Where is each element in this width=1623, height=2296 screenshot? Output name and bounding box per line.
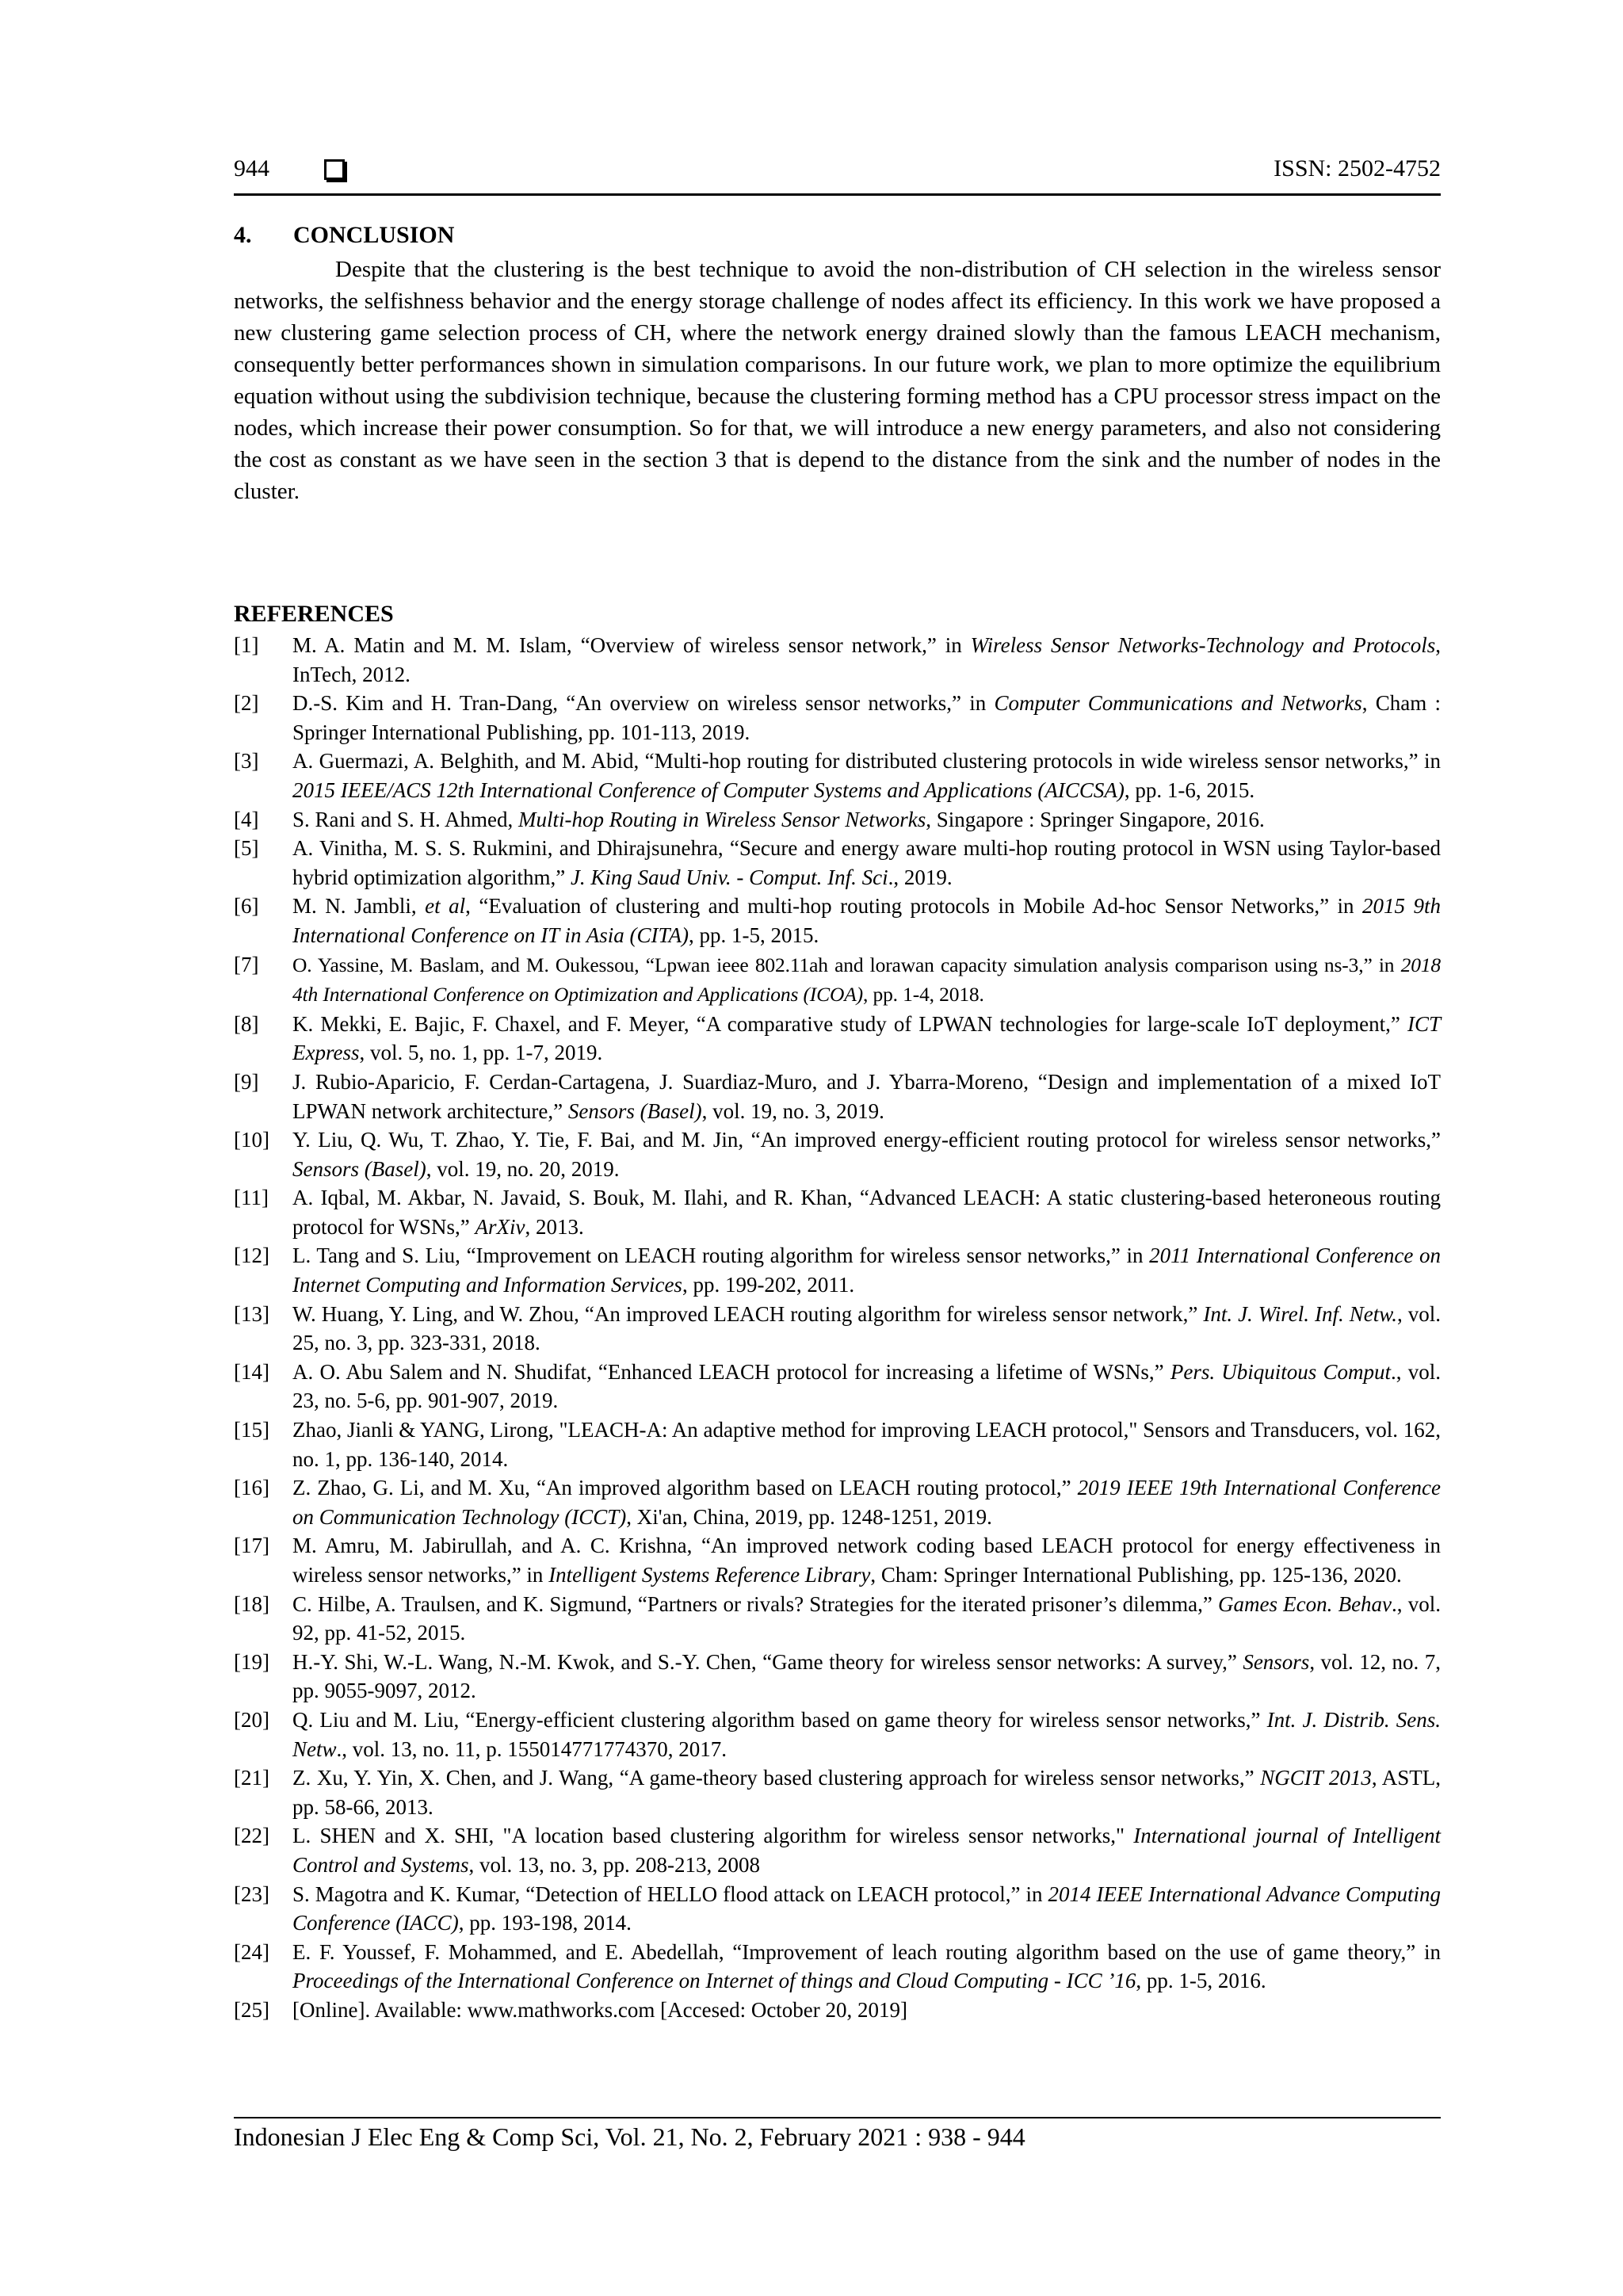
reference-authors-title: A. Vinitha, M. S. S. Rukmini, and Dhirajsunehra, “Secure and energy aware multi-hop routing protocol in WSN using Taylor-based hybrid optimization algorithm,” [292,836,1441,889]
reference-venue: 2018 4th International Conference on Optimization and Applications (ICOA) [292,953,1441,1007]
reference-authors-title: K. Mekki, E. Bajic, F. Chaxel, and F. Meyer, “A comparative study of LPWAN technologies for large-scale IoT deployment,” [292,1011,1407,1036]
reference-authors-title: C. Hilbe, A. Traulsen, and K. Sigmund, “Partners or rivals? Strategies for the iterated prisoner’s dilemma,” [292,1591,1218,1616]
reference-venue: Intelligent Systems Reference Library [548,1563,871,1587]
reference-item [234,834,1441,892]
reference-item [234,950,1441,1010]
reference-item [234,1880,1441,1938]
reference-venue: International journal of Intelligent Control and Systems [292,1824,1441,1877]
reference-authors-title: O. Yassine, M. Baslam, and M. Oukessou, “Lpwan ieee 802.11ah and lorawan capacity simulation analysis comparison using ns-3,” in [292,953,1401,976]
reference-authors-title: J. Rubio-Aparicio, F. Cerdan-Cartagena, J. Suardiaz-Muro, and J. Ybarra-Moreno, “Design and implementation of a mixed IoT LPWAN network architecture,” [292,1069,1441,1123]
reference-details: , InTech, 2012. [292,633,1442,686]
reference-details: , pp. 1-4, 2018. [863,983,984,1007]
reference-venue: 2015 9th International Conference on IT in Asia (CITA) [292,894,1441,947]
reference-authors-title: E. F. Youssef, F. Mohammed, and E. Abedellah, “Improvement of leach routing algorithm based on the use of game theory,” in [292,1939,1441,1964]
page-header [234,155,1441,184]
reference-details: , pp. 193-198, 2014. [458,1911,632,1935]
reference-text [292,1186,1441,1239]
reference-venue: Computer Communications and Networks [994,691,1362,716]
reference-text [292,1940,1441,1993]
reference-text [292,749,1441,802]
reference-text [292,1766,1441,1819]
reference-text [292,808,1265,831]
reference-item [234,689,1441,747]
reference-venue: 2011 International Conference on Internet Computing and Information Services [292,1244,1442,1297]
reference-text [292,1012,1441,1065]
reference-number: [5] [234,836,259,861]
reference-authors-title: A. O. Abu Salem and N. Shudifat, “Enhanced LEACH protocol for increasing a lifetime of WSNs,” [292,1359,1170,1384]
reference-item [234,1938,1441,1996]
reference-authors-title: [Online]. Available: www.mathworks.com [Accesed: October 20, 2019] [292,1997,908,2022]
reference-authors-title: M. A. Matin and M. M. Islam, “Overview of wireless sensor network,” in [292,633,971,657]
reference-item [234,1241,1441,1299]
reference-venue: Games Econ. Behav [1218,1591,1392,1616]
reference-details: , Singapore : Springer Singapore, 2016. [926,807,1265,831]
reference-details: , pp. 1-5, 2015. [688,923,819,947]
reference-text [292,836,1441,889]
reference-details: , pp. 1-6, 2015. [1124,777,1255,802]
reference-authors-title: Z. Xu, Y. Yin, X. Chen, and J. Wang, “A game-theory based clustering approach for wireless sensor networks,” [292,1766,1261,1790]
reference-number: [7] [234,952,259,976]
reference-number: [25] [234,1997,269,2022]
reference-venue: ICT Express [292,1011,1441,1065]
reference-details: , vol. 13, no. 3, pp. 208-213, 2008 [468,1852,760,1877]
reference-text [292,1476,1441,1529]
reference-venue: Pers. Ubiquitous Comput [1170,1359,1392,1384]
reference-venue: 2019 IEEE 19th International Conference on Communication Technology (ICCT) [292,1476,1441,1529]
reference-number: [14] [234,1359,269,1384]
reference-authors-title: L. Tang and S. Liu, “Improvement on LEACH routing algorithm for wireless sensor networks,” in [292,1244,1150,1268]
reference-authors-title: M. Amru, M. Jabirullah, and A. C. Krishna, “An improved network coding based LEACH protocol for energy effectiveness in wireless sensor networks,” in [292,1534,1441,1587]
reference-text [292,1592,1441,1645]
reference-text [292,691,1441,744]
reference-venue: et al [425,894,466,919]
page-number: 944 [234,155,269,181]
reference-details: , vol. 19, no. 3, 2019. [701,1098,884,1123]
reference-item [234,892,1441,949]
reference-text [292,1360,1441,1413]
reference-item [234,1183,1441,1241]
reference-venue: Int. J. Wirel. Inf. Netw. [1203,1301,1397,1326]
reference-number: [1] [234,633,259,657]
reference-number: [12] [234,1244,269,1268]
reference-details: , “Evaluation of clustering and multi-hop routing protocols in Mobile Ad-hoc Sensor Networks,” in [465,894,1362,919]
reference-number: [3] [234,749,259,774]
reference-number: [15] [234,1418,269,1442]
reference-item [234,1415,1441,1473]
reference-item [234,1473,1441,1531]
header-rule [234,193,1441,196]
reference-text [292,1882,1441,1935]
reference-details: , ASTL, pp. 58-66, 2013. [292,1766,1441,1819]
reference-venue: Sensors (Basel) [567,1098,702,1123]
reference-details: , vol. 5, no. 1, pp. 1-7, 2019. [359,1041,603,1065]
reference-text [292,1708,1441,1761]
reference-number: [8] [234,1011,259,1036]
reference-item [234,1358,1441,1415]
reference-item [234,1125,1441,1183]
reference-number: [6] [234,894,259,919]
page-footer: Indonesian J Elec Eng & Comp Sci, Vol. 21, No. 2, February 2021 : 938 - 944 [234,2122,1025,2151]
section-title-text: CONCLUSION [293,222,455,248]
checkbox-square-icon [324,159,345,180]
reference-authors-title: S. Rani and S. H. Ahmed, [292,807,519,831]
reference-item [234,1648,1441,1706]
reference-item [234,1531,1441,1589]
reference-details: ., vol. 13, no. 11, p. 155014771774370, 2017. [336,1736,727,1761]
reference-venue: J. King Saud Univ. - Comput. Inf. Sci [570,865,888,889]
section-number: 4. [234,222,252,248]
reference-authors-title: Zhao, Jianli & YANG, Lirong, "LEACH-A: An adaptive method for improving LEACH protocol," Sensors and Transducers, vol. 162, no. 1, pp. 136-140, 2014. [292,1418,1441,1471]
reference-authors-title: Z. Zhao, G. Li, and M. Xu, “An improved algorithm based on LEACH routing protocol,” [292,1476,1078,1500]
reference-number: [23] [234,1881,269,1906]
section-heading [234,222,454,249]
reference-details: ., 2019. [888,865,953,889]
reference-authors-title: A. Guermazi, A. Belghith, and M. Abid, “Multi-hop routing for distributed clustering protocols in wide wireless sensor networks,” in [292,749,1441,774]
reference-details: , Cham: Springer International Publishing, pp. 125-136, 2020. [870,1563,1402,1587]
reference-text [292,1418,1441,1471]
reference-venue: Multi-hop Routing in Wireless Sensor Networks [518,807,926,831]
reference-venue: Wireless Sensor Networks-Technology and Protocols [970,633,1436,657]
reference-text [292,953,1441,1007]
reference-text [292,894,1441,947]
reference-text [292,1128,1441,1181]
reference-item [234,1300,1441,1358]
reference-venue: Sensors [1243,1649,1310,1674]
reference-number: [11] [234,1186,269,1210]
reference-number: [17] [234,1534,269,1558]
reference-number: [20] [234,1707,269,1732]
reference-authors-title: H.-Y. Shi, W.-L. Wang, N.-M. Kwok, and S.-Y. Chen, “Game theory for wireless sensor networks: A survey,” [292,1649,1243,1674]
reference-authors-title: W. Huang, Y. Ling, and W. Zhou, “An improved LEACH routing algorithm for wireless sensor network,” [292,1301,1204,1326]
reference-details: ., vol. 23, no. 5-6, pp. 901-907, 2019. [292,1359,1441,1413]
reference-authors-title: D.-S. Kim and H. Tran-Dang, “An overview on wireless sensor networks,” in [292,691,995,716]
reference-text [292,1534,1441,1587]
reference-authors-title: Q. Liu and M. Liu, “Energy-efficient clustering algorithm based on game theory for wireless sensor networks,” [292,1707,1267,1732]
reference-item [234,747,1441,804]
reference-number: [22] [234,1824,269,1848]
reference-venue: Int. J. Distrib. Sens. Netw [292,1707,1441,1761]
reference-text [292,1824,1441,1877]
reference-details: , Cham : Springer International Publishing, pp. 101-113, 2019. [292,691,1441,744]
reference-venue: 2015 IEEE/ACS 12th International Conference of Computer Systems and Applications (AICCSA) [292,777,1125,802]
reference-item [234,1763,1441,1821]
footer-rule [234,2117,1441,2118]
reference-venue: 2014 IEEE International Advance Computing Conference (IACC) [292,1881,1441,1935]
reference-text [292,1244,1441,1297]
reference-number: [10] [234,1128,269,1152]
reference-text [292,1998,907,2022]
issn-label: ISSN: 2502-4752 [1274,155,1441,181]
references-heading: REFERENCES [234,601,394,627]
reference-venue: Proceedings of the International Conference on Internet of things and Cloud Computing - ICC ’16 [292,1969,1136,1993]
reference-item [234,1590,1441,1648]
reference-item [234,1996,1441,2025]
reference-number: [4] [234,807,259,831]
reference-details: , pp. 1-5, 2016. [1136,1969,1266,1993]
reference-number: [16] [234,1476,269,1500]
reference-text [292,1650,1441,1703]
reference-number: [21] [234,1766,269,1790]
reference-details: , vol. 25, no. 3, pp. 323-331, 2018. [292,1301,1441,1355]
reference-venue: ArXiv [475,1214,525,1239]
reference-authors-title: A. Iqbal, M. Akbar, N. Javaid, S. Bouk, M. Ilahi, and R. Khan, “Advanced LEACH: A static clustering-based heteroneous routing protocol for WSNs,” [292,1186,1441,1239]
reference-number: [2] [234,691,259,716]
reference-item [234,1068,1441,1125]
reference-details: , vol. 12, no. 7, pp. 9055-9097, 2012. [292,1649,1441,1703]
reference-venue: NGCIT 2013 [1260,1766,1372,1790]
reference-details: , vol. 19, no. 20, 2019. [426,1156,620,1181]
reference-authors-title: M. N. Jambli, [292,894,426,919]
reference-number: [18] [234,1591,269,1616]
reference-details: , Xi'an, China, 2019, pp. 1248-1251, 2019. [626,1504,992,1529]
reference-venue: Sensors (Basel) [292,1156,426,1181]
reference-item [234,805,1441,835]
reference-authors-title: S. Magotra and K. Kumar, “Detection of HELLO flood attack on LEACH protocol,” in [292,1881,1048,1906]
reference-item [234,1706,1441,1763]
reference-text [292,1302,1441,1355]
reference-details: , 2013. [525,1214,584,1239]
reference-number: [24] [234,1939,269,1964]
reference-number: [13] [234,1301,269,1326]
reference-text [292,633,1441,686]
reference-details: ., vol. 92, pp. 41-52, 2015. [292,1591,1441,1645]
reference-text [292,1070,1441,1123]
reference-number: [9] [234,1069,259,1094]
reference-item [234,1821,1441,1879]
reference-item [234,631,1441,689]
reference-authors-title: L. SHEN and X. SHI, "A location based clustering algorithm for wireless sensor networks," [292,1824,1134,1848]
reference-number: [19] [234,1649,269,1674]
reference-authors-title: Y. Liu, Q. Wu, T. Zhao, Y. Tie, F. Bai, and M. Jin, “An improved energy-efficient routing protocol for wireless sensor networks,” [292,1128,1441,1152]
reference-list [234,631,1441,2025]
reference-details: , pp. 199-202, 2011. [682,1273,855,1297]
conclusion-paragraph: Despite that the clustering is the best technique to avoid the non-distribution of CH selection in the wireless sensor networks, the selfishness behavior and the energy storage challenge of nodes affect its efficiency. In this work we have proposed a new clustering game selection process of CH, where the network energy drained slowly than the famous LEACH mechanism, consequently better performances shown in simulation comparisons. In our future work, we plan to more optimize the equilibrium equation without using the subdivision technique, because the clustering forming method has a CPU processor stress impact on the nodes, which increase their power consumption. So for that, we will introduce a new energy parameters, and also not considering the cost as constant as we have seen in the section 3 that is depend to the distance from the sink and the number of nodes in the cluster. [234,257,1441,504]
reference-item [234,1010,1441,1068]
